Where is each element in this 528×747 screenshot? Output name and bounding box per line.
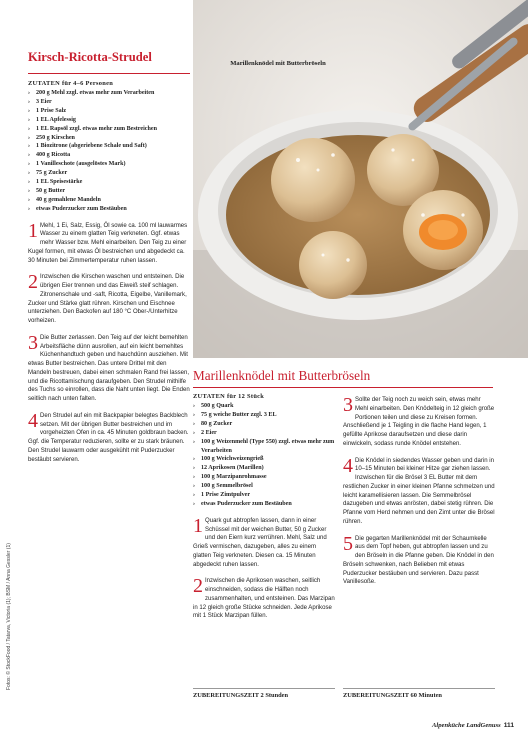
step-2 bbox=[28, 273, 190, 326]
ingredient-item: › 250 g Kirschen bbox=[28, 134, 190, 143]
prep-time: ZUBEREITUNGSZEIT 60 Minuten bbox=[343, 692, 442, 699]
ingredients-list bbox=[28, 89, 190, 214]
ingredients-heading: ZUTATEN für 12 Stück bbox=[193, 393, 265, 400]
ingredient-item: › 50 g Butter bbox=[28, 187, 190, 196]
step-3 bbox=[28, 331, 190, 404]
ingredient-item: › 400 g Ricotta bbox=[28, 151, 190, 160]
ingredient-item: › 1 EL Speisestärke bbox=[28, 178, 190, 187]
step-4 bbox=[28, 409, 190, 465]
step-text: Den Strudel auf ein mit Backpapier belegtes Backblech setzen. Mit der übrigen Butter bestreichen und im vorgeheizten Ofen in ca. 45 Minuten goldbraun backen. Ggf. die Temperatur reduzieren, sollte er zu stark bräunen. Den Strudel lauwarm oder ausgekühlt mit Puderzucker bestäubt servieren. bbox=[28, 412, 189, 463]
step-text: Die Butter zerlassen. Den Teig auf der leicht bemehlten Arbeitsfläche dünn ausrollen, auf ein leicht bemehltes Küchenhandtuch geben und hauchdünn ausziehen. Mit etwas Butter bestreichen. Das untere Drittel mit den Mandeln bestreuen, dabei einen schmalen Rand frei lassen, und die Ricottamischung daraufgeben. Den Strudel mithilfe des Tuchs so einrollen, dass die Naht unten liegt. Die Enden seitlich nach unten falten. bbox=[28, 334, 190, 403]
divider bbox=[28, 73, 190, 74]
step-number: 1 bbox=[28, 219, 38, 242]
right-recipe-steps-column bbox=[343, 396, 495, 587]
divider bbox=[193, 387, 493, 388]
step-3 bbox=[343, 396, 495, 449]
ingredient-item: › 40 g gemahlene Mandeln bbox=[28, 196, 190, 205]
ingredients-list bbox=[193, 402, 335, 509]
ingredient-item: › 1 Vanilleschote (ausgelöstes Mark) bbox=[28, 160, 190, 169]
ingredient-item: › 3 Eier bbox=[28, 98, 190, 107]
ingredient-item: › 100 g Weichweizengrieß bbox=[193, 455, 335, 464]
magazine-brand: Alpenküche LandGenuss bbox=[432, 722, 501, 729]
ingredient-item: › 1 Biozitrone (abgeriebene Schale und Saft) bbox=[28, 142, 190, 151]
step-number: 5 bbox=[343, 532, 353, 555]
ingredient-item: › etwas Puderzucker zum Bestäuben bbox=[193, 500, 335, 509]
photo-caption: Marillenknödel mit Butterbröseln bbox=[230, 60, 326, 67]
ingredient-item: › 200 g Mehl zzgl. etwas mehr zum Verarbeiten bbox=[28, 89, 190, 98]
ingredient-item: › 75 g Zucker bbox=[28, 169, 190, 178]
step-1 bbox=[28, 219, 190, 266]
recipe-title: Kirsch-Ricotta-Strudel bbox=[28, 50, 152, 64]
step-2 bbox=[193, 577, 335, 621]
ingredient-item: › 1 EL Rapsöl zzgl. etwas mehr zum Bestreichen bbox=[28, 125, 190, 134]
right-recipe-ingredients-column bbox=[193, 393, 335, 621]
step-number: 3 bbox=[343, 394, 353, 416]
photo-credit: Fotos: © StockFood / Tatarva, Victoria (1); BSM / Anna Gessler (1) bbox=[6, 543, 12, 690]
step-text: Inzwischen die Kirschen waschen und entsteinen. Die übrigen Eier trennen und das Eiweiß steif schlagen. Zitronenschale und -saft, Ricotta, Eigelbe, Vanillemark, Zucker und Stärke glatt rühren. Kirschen und Eischnee unterziehen. Den Backofen auf 180 °C Ober-/Unterhitze vorheizen. bbox=[28, 274, 187, 325]
ingredient-item: › 2 Eier bbox=[193, 429, 335, 438]
dish-photo bbox=[193, 0, 528, 358]
step-number: 2 bbox=[28, 271, 38, 294]
step-5 bbox=[343, 532, 495, 588]
step-number: 2 bbox=[193, 575, 203, 598]
ingredient-item: › etwas Puderzucker zum Bestäuben bbox=[28, 205, 190, 214]
step-number: 3 bbox=[28, 331, 38, 354]
ingredients-heading: ZUTATEN für 4–6 Personen bbox=[28, 80, 114, 87]
ingredient-item: › 100 g Semmelbrösel bbox=[193, 482, 335, 491]
ingredient-item: › 100 g Weizenmehl (Type 550) zzgl. etwas mehr zum Verarbeiten bbox=[193, 438, 335, 456]
step-text: Mehl, 1 Ei, Salz, Essig, Öl sowie ca. 100 ml lauwarmes Wasser zu einem glatten Teig verkneten. Ggf. etwas mehr Wasser bzw. Mehl einarbeiten. Den Teig zu einer Kugel formen, mit etwas Öl bestreichen und abgedeckt ca. 30 Minuten bei Zimmertemperatur ruhen lassen. bbox=[28, 222, 188, 264]
step-1 bbox=[193, 514, 335, 570]
ingredient-item: › 500 g Quark bbox=[193, 402, 335, 411]
step-4 bbox=[343, 454, 495, 527]
ingredient-item: › 100 g Marzipanrohmasse bbox=[193, 473, 335, 482]
ingredient-item: › 1 EL Apfelessig bbox=[28, 116, 190, 125]
dish-illustration bbox=[193, 0, 528, 358]
divider bbox=[193, 688, 335, 689]
step-number: 4 bbox=[28, 409, 38, 432]
ingredient-item: › 75 g weiche Butter zzgl. 3 EL bbox=[193, 411, 335, 420]
page-number: 111 bbox=[503, 722, 514, 729]
ingredient-item: › 12 Aprikosen (Marillen) bbox=[193, 464, 335, 473]
step-text: Inzwischen die Aprikosen waschen, seitlich einschneiden, sodass die Hälften noch zusammenhalten, und entsteinen. Das Marzipan in 12 gleich große Stücke schneiden. Jede Aprikose mit 1 Stück Marzipan füllen. bbox=[193, 578, 335, 620]
prep-time: ZUBEREITUNGSZEIT 2 Stunden bbox=[193, 692, 289, 699]
ingredient-item: › 1 Prise Zimtpulver bbox=[193, 491, 335, 500]
step-number: 1 bbox=[193, 514, 203, 537]
left-recipe bbox=[28, 50, 190, 464]
step-text: Sollte der Teig noch zu weich sein, etwas mehr Mehl einarbeiten. Den Knödelteig in 12 gleich große Portionen teilen und diese zu Kreisen formen. Anschließend je 1 Teigling in die flache Hand legen, 1 gefüllte Aprikose daraufsetzen und diese darin einwickeln, sodass runde Knödel entstehen. bbox=[343, 397, 495, 447]
page-footer bbox=[432, 722, 514, 729]
step-number: 4 bbox=[343, 454, 353, 477]
ingredient-item: › 80 g Zucker bbox=[193, 420, 335, 429]
step-text: Die Knödel in siedendes Wasser geben und darin in 10–15 Minuten bei kleiner Hitze gar ziehen lassen. Inzwischen für die Brösel 3 EL Butter mit dem restlichen Zucker in einer kleinen Pfanne schmelzen und leicht karamellisieren lassen. Die Semmelbrösel dazugeben und etwas anrösten, dabei stetig rühren. Die Pfanne vom Herd nehmen und den Zimt unter die Brösel rühren. bbox=[343, 457, 495, 525]
divider bbox=[343, 688, 495, 689]
ingredient-item: › 1 Prise Salz bbox=[28, 107, 190, 116]
step-text: Quark gut abtropfen lassen, dann in einer Schüssel mit der weichen Butter, 50 g Zucker und den Eiern kurz verrühren. Mehl, Salz und Grieß vermischen, dazugeben, alles zu einem glatten Teig verkneten. Diesen ca. 15 Minuten abgedeckt ruhen lassen. bbox=[193, 517, 327, 568]
recipe-title: Marillenknödel mit Butterbröseln bbox=[193, 368, 371, 383]
step-text: Die gegarten Marillenknödel mit der Schaumkelle aus dem Topf heben, gut abtropfen lassen und zu den Bröseln in die Pfanne geben. Die Knödel in den Bröseln schwenken, nach Belieben mit etwas Puderzucker bestäuben und servieren. Dazu passt Vanillesoße. bbox=[343, 535, 494, 586]
